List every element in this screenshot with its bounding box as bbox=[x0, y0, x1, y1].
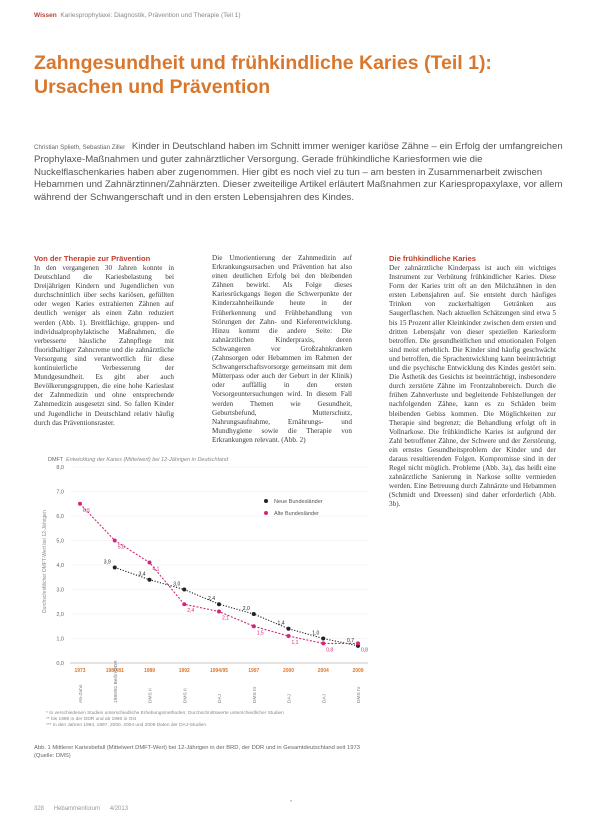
col1-text: In den vergangenen 30 Jahren konnte in Deutschland die Kariesbelastung bei Dreijährigen Kindern und Jugendlichen von durchschnittlich über sechs kariösen, gefüllten oder wegen Karies extrahierten Zähnen auf deutlich weniger als einen Zahn reduziert werden (Abb. 1). Breitflächige, gruppen- und individualprophylaktische Maßnahmen, die verbesserte häusliche Zahnpflege mit fluoridhaltiger Zahncreme und die zahnärztliche Versorgung sind verantwortlich für diese kontinuierliche Verbesserung der Mundgesundheit. Es gibt aber auch Bevölkerungsgruppen, die eine hohe Karieslast der Zahnmedizin und ohne entsprechende Zahnmedizin ausgesetzt sind. So fallen Kinder und Jugendliche in Deutschland relativ häufig durch das Präventionsraster. bbox=[34, 264, 174, 427]
x-year-label: 1980/81 bbox=[105, 668, 124, 674]
x-year-label: 1989 bbox=[143, 668, 156, 674]
x-study-label: DMS IV bbox=[357, 686, 362, 703]
data-point bbox=[252, 624, 256, 628]
x-study-label: DMS III bbox=[252, 687, 258, 703]
col1-heading: Von der Therapie zur Prävention bbox=[34, 254, 151, 263]
x-study-label: DAJ bbox=[218, 693, 223, 703]
data-label: 6,5 bbox=[83, 507, 90, 514]
figure-1 bbox=[34, 453, 378, 709]
dmft-chart bbox=[34, 453, 378, 709]
data-label: 0,8 bbox=[361, 647, 368, 654]
x-year-label: 2004 bbox=[317, 668, 329, 674]
data-label: 0,8 bbox=[326, 647, 334, 654]
col3-text: Der zahnärztliche Kinderpass ist auch ein wichtiges Instrument zur Verhütung frühkindlicher Karies. Diese Form der Karies tritt oft an den Milchzähnen in den ersten Lebensjahren auf. Sie entsteht durch häufiges Trinken von zuckerhaltigen Getränken aus Saugerflaschen. Nach aktuellen Schätzungen sind etwa 5 bis 15 Prozent aller Kleinkinder zwischen dem ersten und dritten Lebensjahr von dieser speziellen Kariesform betroffen. Die gesundheitlichen und emotionalen Folgen sind meist erheblich. Die Kinder sind häufig geschwächt und betroffen, die Sprachentwicklung kann beeinträchtigt und die psychische Entwicklung des Kindes gestört sein. Die Ästhetik des Gesichts ist beeinträchtigt, insbesondere durch zerstörte Zähne im Frontzahnbereich. Durch die frühen Zahnverluste und begleitende Fehlstellungen der nachfolgenden Zähne, kann es zu Schäden beim bleibenden Gebiss kommen. Die Möglichkeiten zur Therapie sind begrenzt; die Behandlung erfolgt oft in Vollnarkose. Die frühkindliche Karies ist aufgrund der Zahl betroffener Zähne, der Schwere und der Zerstörung, ein ernstes Gesundheitsproblem der Kinder und der daraus resultierenden Folgen. Kompromisse sind in der Regel nicht möglich. Probleme (Abb. 3a), das heißt eine zahnärztliche Sanierung in Narkose sollte vermieden werden. Eine Betreuung durch Zahnärzte und Hebammen (Schmidt und Dreessen) sind daher erforderlich (Abb. 3b). bbox=[389, 264, 556, 509]
data-label: 0,7 bbox=[347, 637, 354, 644]
page-dot: • bbox=[290, 799, 293, 805]
data-point bbox=[287, 634, 291, 638]
x-year-label: 1997 bbox=[248, 668, 260, 674]
x-year-label: 2000 bbox=[282, 668, 295, 674]
data-point bbox=[182, 588, 186, 592]
x-study-label: A5-Zahn bbox=[79, 684, 84, 703]
data-label: 1,5 bbox=[256, 630, 264, 637]
x-year-label: 1992 bbox=[178, 668, 190, 674]
x-study-label: 1980/81 Berlin DDR bbox=[113, 660, 119, 703]
article-title: Zahngesundheit und frühkindliche Karies (Teil 1): Ursachen und Prävention bbox=[34, 52, 492, 98]
y-tick-label: 8,0 bbox=[56, 465, 64, 471]
data-point bbox=[252, 612, 256, 616]
figure-notes: * In verschiedenen Studien unterschiedliche Erhebungsmethoden; Durchschnittswerte unterschiedlicher Studien ** bis 1989 in der DDR und ab 1990 in Ost *** in den Jahren 1994, 1997, 2000, 2004 und 2009 Daten der DAJ-Studien bbox=[46, 711, 284, 728]
data-point bbox=[356, 641, 360, 645]
x-year-label: 2009 bbox=[352, 668, 364, 674]
authors: Christian Splieth, Sebastian Ziller bbox=[34, 144, 126, 151]
x-year-label: 1994/95 bbox=[209, 668, 229, 674]
data-label: 3,9 bbox=[103, 559, 111, 566]
data-point bbox=[113, 565, 117, 569]
figure-caption: Abb. 1 Mittlerer Kariesbefall (Mittelwert DMFT-Wert) bei 12-Jährigen in der BRD, der DDR und in Gesamtdeutschland seit 1973 (Quelle: DMS) bbox=[34, 745, 360, 759]
y-tick-label: 5,0 bbox=[56, 538, 64, 545]
data-point bbox=[182, 602, 186, 606]
data-label: 1,1 bbox=[291, 640, 299, 647]
y-tick-label: 0,0 bbox=[56, 661, 64, 667]
data-label: 5,0 bbox=[117, 544, 125, 551]
running-title: Kariesprophylaxe: Diagnostik, Prävention und Therapie (Teil 1) bbox=[60, 12, 241, 19]
data-label: 1,4 bbox=[277, 620, 285, 627]
y-tick-label: 1,0 bbox=[56, 636, 64, 643]
chart-header-title: Entwicklung der Karies (Mittelwert) bei 12-Jährigen in Deutschland bbox=[66, 457, 229, 463]
section-label: Wissen bbox=[34, 12, 57, 19]
data-point bbox=[217, 602, 221, 606]
data-point bbox=[287, 627, 291, 631]
journal-issue: 4/2013 bbox=[109, 806, 129, 812]
page-number: 328 bbox=[34, 806, 45, 812]
x-study-label: DMS II bbox=[183, 688, 189, 703]
column-2 bbox=[212, 254, 352, 444]
column-3 bbox=[389, 254, 556, 758]
journal-name: Hebammenforum bbox=[53, 806, 101, 812]
x-year-label: 1973 bbox=[74, 668, 86, 674]
chart-ylabel: Durchschnittlicher DMFT-Wert bei 12-Jährigen bbox=[42, 510, 48, 613]
legend-label: Neue Bundesländer bbox=[274, 499, 323, 505]
data-label: 4,1 bbox=[152, 566, 160, 573]
y-tick-label: 7,0 bbox=[56, 489, 64, 496]
data-point bbox=[148, 578, 152, 582]
x-study-label: DAJ bbox=[287, 693, 293, 703]
data-point bbox=[321, 637, 325, 641]
data-label: 2,4 bbox=[187, 608, 195, 615]
column-1 bbox=[34, 254, 174, 442]
y-tick-label: 4,0 bbox=[56, 563, 64, 569]
y-tick-label: 2,0 bbox=[56, 612, 64, 618]
series-line bbox=[80, 504, 358, 647]
col3-heading: Die frühkindliche Karies bbox=[389, 254, 476, 263]
data-label: 3,4 bbox=[138, 571, 146, 578]
data-point bbox=[148, 561, 152, 565]
data-point bbox=[78, 502, 82, 506]
running-header bbox=[34, 12, 241, 19]
data-label: 2,1 bbox=[222, 615, 229, 622]
data-label: 1,0 bbox=[312, 630, 320, 637]
y-tick-label: 3,0 bbox=[56, 587, 64, 594]
x-study-label: DMS II bbox=[148, 688, 154, 703]
article-lead bbox=[34, 141, 564, 204]
chart-header-label: DMFT bbox=[48, 457, 64, 463]
legend-marker bbox=[264, 499, 268, 503]
data-label: 3,0 bbox=[173, 581, 181, 588]
y-tick-label: 6,0 bbox=[56, 514, 64, 520]
page-footer bbox=[34, 806, 136, 812]
data-point bbox=[217, 610, 221, 614]
data-label: 2,4 bbox=[208, 596, 215, 603]
lead-text: Kinder in Deutschland haben im Schnitt immer weniger kariöse Zähne – ein Erfolg der umfangreichen Prophylaxe-Maßnahmen und guter zahnärztlicher Versorgung. Gerade frühkindliche Kariesformen wie die Nuckelflaschenkaries haben aber zugenommen. Hier gibt es noch viel zu tun – am besten in Zusammenarbeit zwischen Hebammen und Zahnärztinnen/Zahnärzten. Dieser zweiteilige Artikel erläutert Maßnahmen zur Kariespropaxylaxe, vor allem während der Schwangerschaft und in den ersten Lebensjahren des Kindes. bbox=[34, 141, 563, 203]
data-point bbox=[321, 641, 325, 645]
legend-label: Alte Bundesländer bbox=[274, 511, 319, 517]
data-label: 2,0 bbox=[242, 606, 250, 612]
data-point bbox=[113, 539, 117, 543]
col2-text: Die Umorientierung der Zahnmedizin auf Erkrankungsursachen und Prävention hat also einen deutlichen Erfolg bei den bleibenden Zähnen bewirkt. Als Folge dieses Kariesrückgangs liegen die Schwerpunkte der Kinderzahnheilkunde heute in der Früherkennung und Frühbehandlung von Störungen der Zahn- und Kieferentwicklung. Hinzu kommt die andere Seite: Die zahnärztlichen Kinderpraxis, deren Schwangeren vor Großzahnkranken (Zahnsorgen oder Hebammen im Rahmen der Schwangerschaftsvorsorge gemeinsam mit dem Mütterpass oder auch der Geburt in der Klinik) oder auffällig in den ersten Vorsorgeuntersuchungen wird. In diesem Fall werden Themen wie Gesundheit, Geburtsbefund, Mutterschutz, Nahrungsaufnahme, Ernährungs- und Mundhygiene sowie die Therapie von Erkrankungen relevant. (Abb. 2) bbox=[212, 254, 352, 444]
legend-marker bbox=[264, 511, 268, 515]
x-study-label: DAJ bbox=[322, 693, 328, 703]
